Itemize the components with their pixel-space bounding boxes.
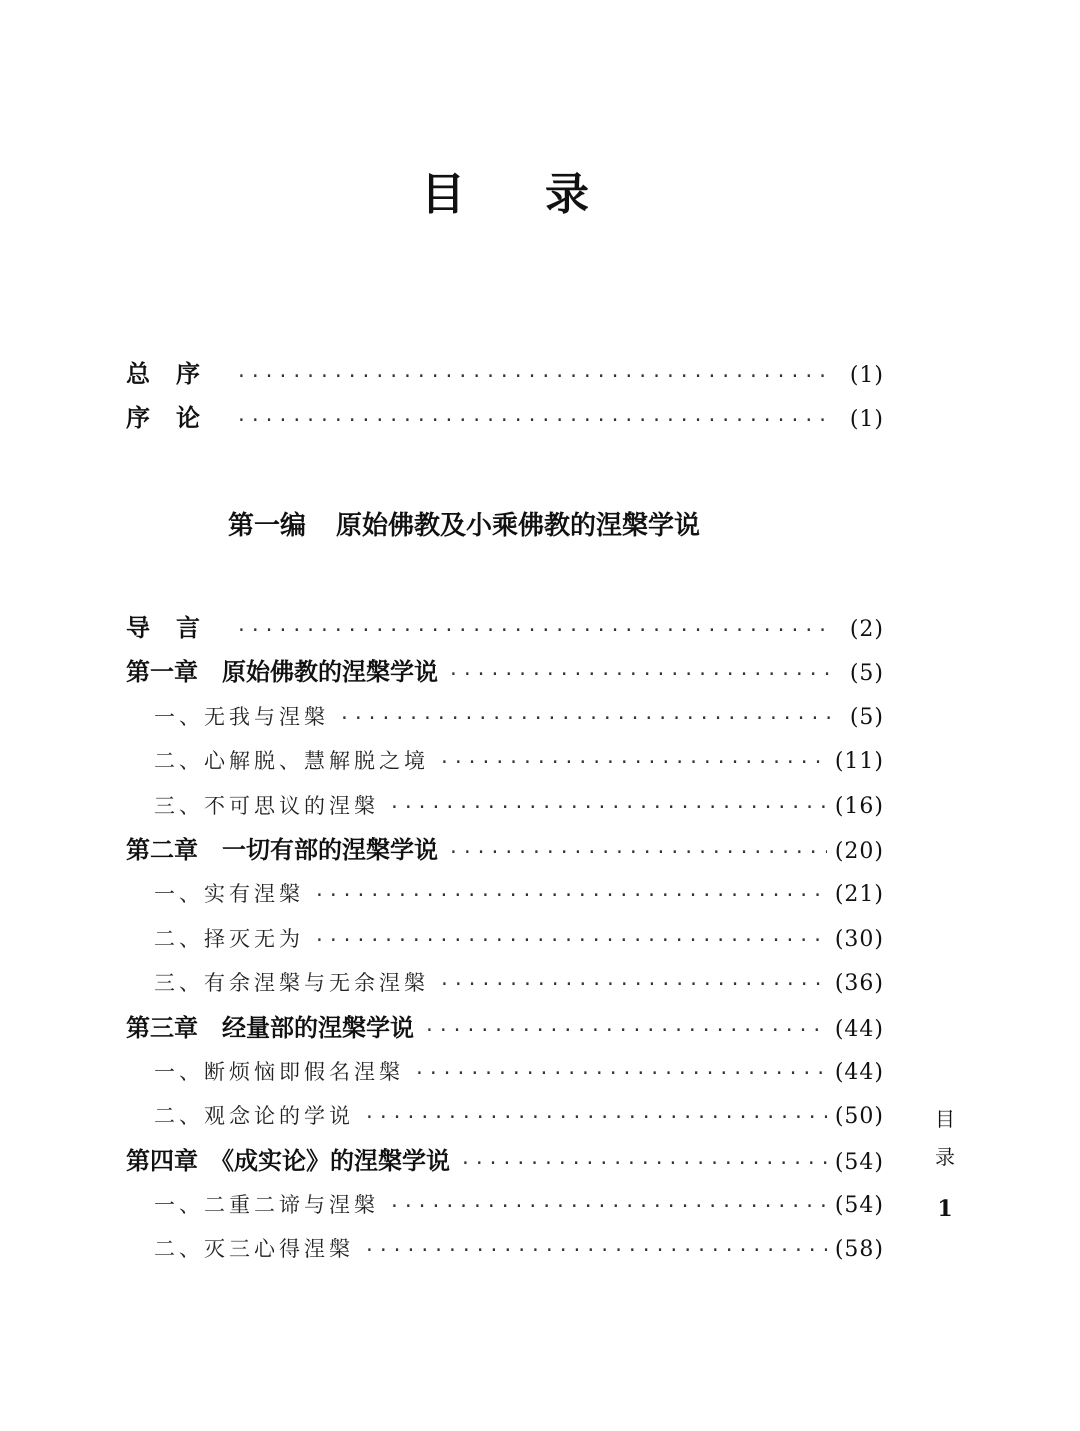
dot-leader <box>439 741 827 785</box>
toc-entry <box>126 396 884 440</box>
toc-entry-label: 第三章 经量部的涅槃学说 <box>126 1012 414 1042</box>
dot-leader <box>389 1185 827 1229</box>
dot-leader <box>414 1052 827 1096</box>
toc-entry <box>126 828 884 872</box>
toc-entry-page: (21) <box>834 882 884 908</box>
toc-entry-label: 二、灭三心得涅槃 <box>154 1237 354 1262</box>
toc-entry <box>126 1183 884 1227</box>
dot-leader <box>236 609 830 653</box>
toc-entry-page: (5) <box>849 704 884 730</box>
part-number: 第一编 <box>228 511 307 541</box>
toc-entry-label: 一、断烦恼即假名涅槃 <box>154 1059 404 1084</box>
dot-leader <box>236 355 830 399</box>
dot-leader <box>364 1096 827 1140</box>
toc-entry-page: (54) <box>834 1193 884 1219</box>
toc-entry <box>126 352 884 396</box>
part-title: 原始佛教及小乘佛教的涅槃学说 <box>336 511 701 541</box>
toc-entry-page: (54) <box>834 1149 884 1175</box>
toc-entry <box>126 650 884 694</box>
dot-leader <box>460 1142 827 1186</box>
toc-entry <box>126 1006 884 1050</box>
dot-leader <box>389 786 827 830</box>
dot-leader <box>236 399 830 443</box>
toc-entry-label: 二、择灭无为 <box>154 926 304 951</box>
toc-entry-label: 一、无我与涅槃 <box>154 704 329 729</box>
toc-entry-page: (50) <box>834 1104 884 1130</box>
page-number: 1 <box>937 1196 953 1222</box>
toc-entry-label: 一、二重二谛与涅槃 <box>154 1193 379 1218</box>
toc-list <box>126 606 884 1272</box>
toc-entry <box>126 1227 884 1271</box>
toc-entry <box>126 784 884 828</box>
toc-entry <box>126 1139 884 1183</box>
dot-leader <box>448 653 830 697</box>
toc-entry <box>126 917 884 961</box>
toc-entry-page: (36) <box>834 971 884 997</box>
toc-entry-label: 二、观念论的学说 <box>154 1104 354 1129</box>
toc-entry-page: (5) <box>849 661 884 687</box>
side-tab <box>930 1100 960 1228</box>
toc-entry-page: (2) <box>849 617 884 642</box>
toc-entry <box>126 872 884 916</box>
toc-entry-page: (30) <box>834 926 884 952</box>
side-tab-char-1: 目 <box>935 1107 955 1131</box>
part-heading <box>228 505 700 542</box>
toc-entry <box>126 961 884 1005</box>
toc-entry <box>126 1094 884 1138</box>
page-title: 目录 <box>421 169 669 220</box>
dot-leader <box>339 697 830 741</box>
toc-entry-label: 第四章 《成实论》的涅槃学说 <box>126 1145 450 1175</box>
toc-entry-label: 三、有余涅槃与无余涅槃 <box>154 971 429 996</box>
toc-entry-label: 导言 <box>126 613 226 642</box>
dot-leader <box>364 1229 827 1273</box>
toc-entry-page: (1) <box>849 363 884 388</box>
toc-entry-page: (58) <box>834 1237 884 1263</box>
toc-entry-label: 第二章 一切有部的涅槃学说 <box>126 834 438 864</box>
toc-entry <box>126 739 884 783</box>
side-tab-char-2: 录 <box>935 1145 955 1169</box>
dot-leader <box>448 831 827 875</box>
toc-entry-page: (20) <box>834 838 884 864</box>
toc-entry-page: (1) <box>849 407 884 433</box>
dot-leader <box>439 963 827 1007</box>
toc-entry-page: (44) <box>834 1059 884 1085</box>
toc-entry-page: (11) <box>834 749 884 775</box>
toc-entry-page: (44) <box>834 1016 884 1042</box>
dot-leader <box>314 919 827 963</box>
toc-entry <box>126 695 884 739</box>
toc-entry-label: 二、心解脱、慧解脱之境 <box>154 749 429 774</box>
toc-entry-label: 总序 <box>126 359 226 388</box>
toc-entry-label: 序论 <box>126 403 226 433</box>
toc-entry <box>126 606 884 650</box>
front-matter-list <box>126 352 884 441</box>
dot-leader <box>314 874 827 918</box>
toc-entry-label: 三、不可思议的涅槃 <box>154 793 379 818</box>
toc-entry <box>126 1050 884 1094</box>
toc-entry-label: 第一章 原始佛教的涅槃学说 <box>126 657 438 687</box>
toc-entry-label: 一、实有涅槃 <box>154 882 304 907</box>
toc-entry-page: (16) <box>834 793 884 819</box>
dot-leader <box>424 1009 827 1053</box>
